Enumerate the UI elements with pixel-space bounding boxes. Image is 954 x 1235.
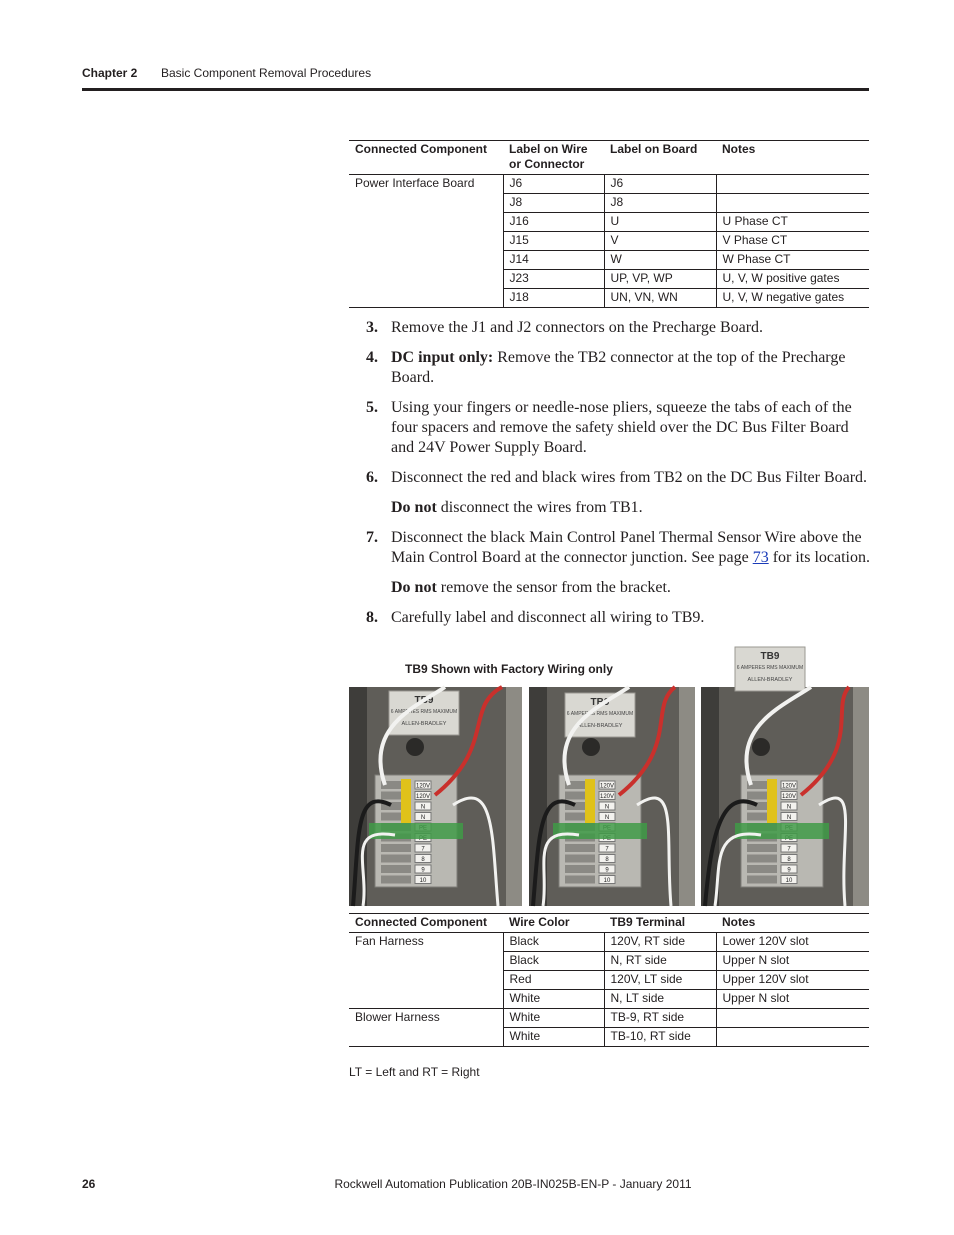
table-row: [349, 933, 869, 952]
col-header: TB9 Terminal: [610, 915, 686, 929]
table-cell: [716, 1009, 869, 1028]
terminal-label-text: 8: [605, 857, 609, 863]
terminal-label-text: 120V: [599, 783, 615, 790]
table-cell: U, V, W positive gates: [716, 270, 869, 289]
table-cell: Lower 120V slot: [716, 933, 869, 952]
table-cell: J14: [503, 251, 604, 270]
terminal-label-text: 9: [787, 867, 791, 874]
step-text: Using your fingers or needle-nose pliers, squeeze the tabs of each of the four spacers and remove the safety shield over the DC Bus Filter Board and 24V Power Supply Board.: [391, 399, 852, 456]
terminal-label-text: N: [604, 815, 610, 821]
publication-text: Rockwell Automation Publication 20B-IN025B-EN-P - January 2011: [334, 1177, 692, 1191]
terminal-label-text: 7: [787, 846, 791, 853]
table-cell: White: [503, 990, 604, 1009]
step-6: [366, 468, 870, 488]
terminal-slot: [565, 855, 595, 863]
label-plate-title: TB9: [590, 697, 610, 708]
table-cell: U, V, W negative gates: [716, 289, 869, 308]
note-text: remove the sensor from the bracket.: [436, 579, 671, 596]
terminal-label-text: 7: [605, 846, 609, 853]
yellow-jumper: [401, 779, 411, 823]
terminal-slot: [381, 876, 411, 884]
terminal-label-text: N: [786, 815, 792, 821]
table-cell: Red: [503, 971, 604, 990]
component-cell: Blower Harness: [349, 1009, 503, 1047]
table-cell: 120V, LT side: [604, 971, 716, 990]
table-cell: Upper N slot: [716, 990, 869, 1009]
step-text: Disconnect the red and black wires from TB2 on the DC Bus Filter Board.: [391, 469, 868, 486]
chapter-title: Basic Component Removal Procedures: [161, 66, 372, 80]
footnote: LT = Left and RT = Right: [349, 1065, 480, 1079]
mounting-hole: [752, 738, 770, 756]
yellow-jumper: [585, 779, 595, 823]
tb9-label-plate: [389, 691, 459, 735]
green-pe-strip: [735, 823, 829, 839]
terminal-label-text: 7: [421, 846, 425, 853]
step-3: [366, 318, 870, 338]
table-header-row: [349, 914, 869, 933]
tb9-photo-middle: [529, 687, 695, 906]
tb9-photo-image: [701, 651, 869, 906]
yellow-jumper: [767, 779, 777, 823]
step-number: 3.: [366, 319, 378, 336]
step-number: 5.: [366, 399, 378, 416]
terminal-block: [369, 775, 463, 887]
table-row: [349, 1009, 869, 1028]
terminal-slot: [747, 876, 777, 884]
table-cell: Black: [503, 952, 604, 971]
table-cell: UN, VN, WN: [604, 289, 716, 308]
table-header-row: [349, 141, 869, 175]
table-cell: U Phase CT: [716, 213, 869, 232]
step-8: [366, 608, 870, 628]
terminal-slot: [381, 855, 411, 863]
table-cell: Black: [503, 933, 604, 952]
enclosure-edge: [853, 687, 869, 906]
terminal-slot: [747, 865, 777, 873]
figure-title: TB9 Shown with Factory Wiring only: [405, 662, 613, 676]
terminal-slot: [381, 865, 411, 873]
table-cell: J23: [503, 270, 604, 289]
table-cell: TB-9, RT side: [604, 1009, 716, 1028]
component-cell: Fan Harness: [349, 933, 503, 1009]
mounting-hole: [582, 738, 600, 756]
terminal-label-text: 9: [605, 867, 609, 874]
table-cell: UP, VP, WP: [604, 270, 716, 289]
label-plate-rating: 6 AMPERES RMS MAXIMUM: [390, 709, 458, 715]
table-cell: V Phase CT: [716, 232, 869, 251]
tb9-photo-image: [349, 687, 522, 906]
terminal-label-text: 120V: [415, 794, 431, 800]
terminal-label-text: N: [420, 815, 426, 821]
note-text: disconnect the wires from TB1.: [436, 499, 643, 516]
terminal-slot: [565, 865, 595, 873]
table-cell: J18: [503, 289, 604, 308]
procedure-steps: [366, 318, 870, 638]
col-header: Label on Wire or Connector: [509, 142, 588, 171]
table-cell: N, RT side: [604, 952, 716, 971]
page-number: 26: [82, 1177, 96, 1191]
terminal-slot: [381, 844, 411, 852]
table-cell: White: [503, 1028, 604, 1047]
table-cell: TB-10, RT side: [604, 1028, 716, 1047]
note-emphasis: Do not: [391, 499, 437, 516]
terminal-label-text: N: [786, 804, 792, 811]
enclosure-edge: [506, 687, 522, 906]
tb9-label-plate: [735, 647, 805, 691]
tb9-photo-right: [701, 651, 869, 906]
terminal-label-text: 8: [787, 857, 791, 863]
table-cell: U: [604, 213, 716, 232]
step-7: [366, 528, 870, 568]
step-6-note: [366, 498, 870, 518]
col-header: Notes: [722, 142, 756, 156]
label-plate-rating: 6 AMPERES RMS MAXIMUM: [566, 711, 634, 717]
tb9-wiring-table: [349, 913, 869, 1047]
terminal-label-text: 120V: [781, 783, 797, 790]
terminal-slot: [747, 844, 777, 852]
step-number: 8.: [366, 609, 378, 626]
step-text: Disconnect the black Main Control Panel Thermal Sensor Wire above the Main Control Board at the connector junction. See page: [391, 529, 862, 566]
step-text: Remove the TB2 connector at the top of the Precharge Board.: [391, 349, 846, 386]
terminal-label-text: 9: [421, 867, 425, 874]
terminal-label-text: 10: [603, 878, 611, 884]
terminal-label-text: 8: [421, 857, 425, 863]
terminal-label-text: 10: [419, 878, 427, 884]
table-cell: 120V, RT side: [604, 933, 716, 952]
step-number: 4.: [366, 349, 378, 366]
table-cell: Upper 120V slot: [716, 971, 869, 990]
page-link[interactable]: 73: [752, 549, 769, 566]
table-cell: Upper N slot: [716, 952, 869, 971]
note-emphasis: Do not: [391, 579, 437, 596]
table-cell: J16: [503, 213, 604, 232]
label-plate-maker: ALLEN-BRADLEY: [747, 677, 793, 683]
col-header: Label on Board: [610, 142, 698, 156]
table-cell: White: [503, 1009, 604, 1028]
terminal-label-text: 120V: [415, 783, 431, 790]
step-5: [366, 398, 870, 458]
table-cell: J15: [503, 232, 604, 251]
step-text: for its location.: [768, 549, 870, 566]
table-cell: V: [604, 232, 716, 251]
table-cell: W: [604, 251, 716, 270]
header-rule: [82, 88, 869, 91]
component-cell: Power Interface Board: [349, 175, 503, 308]
step-7-note: [366, 578, 870, 598]
power-interface-table: [349, 140, 869, 308]
table-cell: J8: [503, 194, 604, 213]
terminal-slot: [565, 876, 595, 884]
tb9-photo-image: [529, 687, 695, 906]
enclosure-edge: [679, 687, 695, 906]
terminal-block: [735, 775, 829, 887]
col-header: Connected Component: [355, 915, 487, 929]
label-plate-maker: ALLEN-BRADLEY: [401, 721, 447, 727]
terminal-slot: [565, 844, 595, 852]
chapter-label: Chapter 2: [82, 66, 138, 80]
green-pe-strip: [369, 823, 463, 839]
terminal-label-text: N: [420, 804, 426, 811]
table-cell: N, LT side: [604, 990, 716, 1009]
step-number: 6.: [366, 469, 378, 486]
label-plate-title: TB9: [414, 695, 434, 706]
footer-publication: [0, 1177, 954, 1191]
step-number: 7.: [366, 529, 378, 546]
label-plate-title: TB9: [760, 651, 780, 662]
table-cell: W Phase CT: [716, 251, 869, 270]
terminal-label-text: N: [604, 804, 610, 811]
table-cell: [716, 1028, 869, 1047]
mounting-hole: [406, 738, 424, 756]
step-text: Carefully label and disconnect all wiring to TB9.: [391, 609, 705, 626]
terminal-label-text: 120V: [781, 794, 797, 800]
step-text: Remove the J1 and J2 connectors on the Precharge Board.: [391, 319, 764, 336]
step-emphasis: DC input only:: [391, 349, 494, 366]
label-plate-rating: 6 AMPERES RMS MAXIMUM: [736, 665, 804, 671]
table-cell: J6: [604, 175, 716, 194]
table-cell: [716, 194, 869, 213]
table-row: [349, 175, 869, 194]
terminal-slot: [747, 855, 777, 863]
step-4: [366, 348, 870, 388]
table-cell: J6: [503, 175, 604, 194]
tb9-photo-left: [349, 687, 522, 906]
green-pe-strip: [553, 823, 647, 839]
table-cell: [716, 175, 869, 194]
terminal-block: [553, 775, 647, 887]
terminal-label-text: 120V: [599, 794, 615, 800]
terminal-label-text: 10: [785, 878, 793, 884]
col-header: Connected Component: [355, 142, 487, 156]
label-plate-maker: ALLEN-BRADLEY: [577, 723, 623, 729]
col-header: Wire Color: [509, 915, 570, 929]
table-cell: J8: [604, 194, 716, 213]
col-header: Notes: [722, 915, 756, 929]
